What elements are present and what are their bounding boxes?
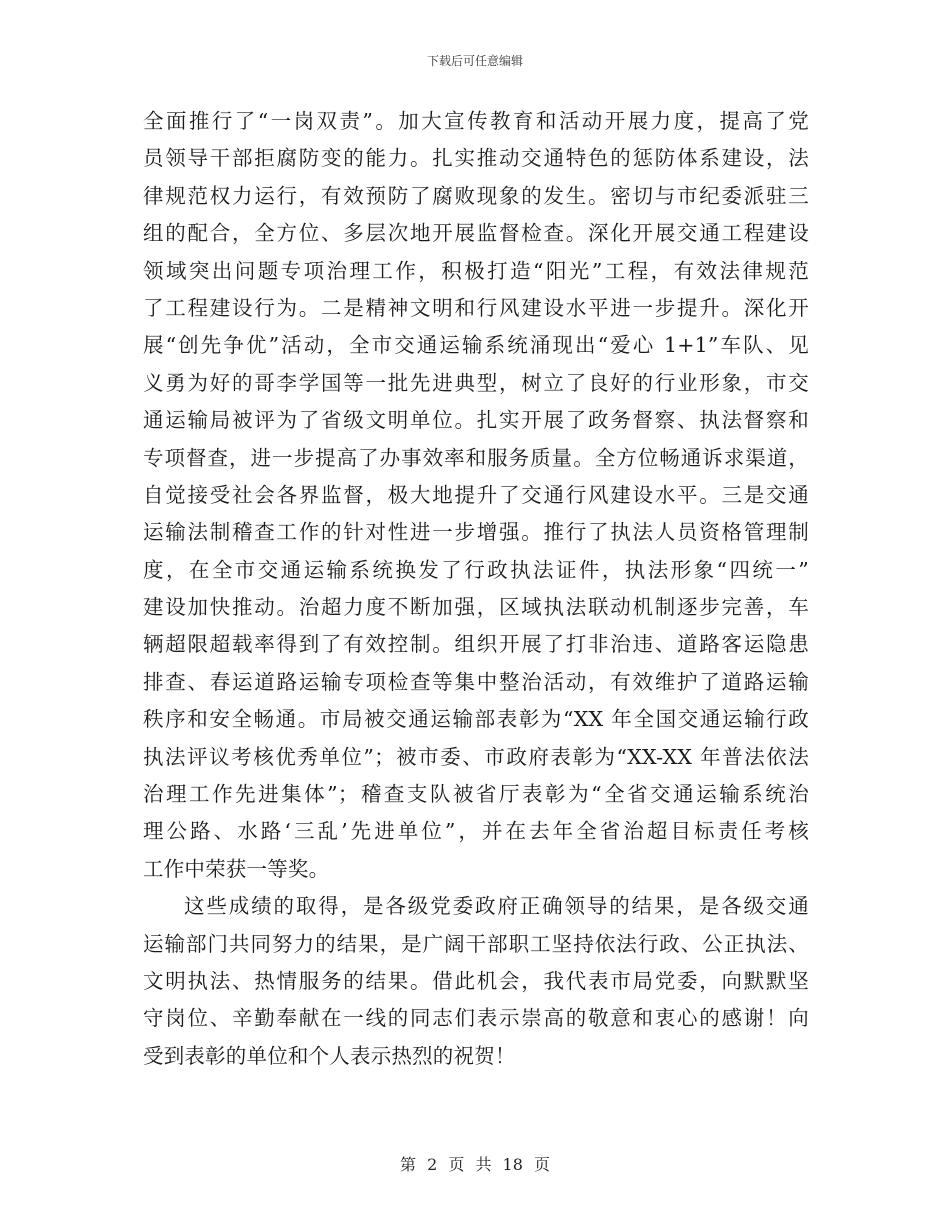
text-line: 理公路、水路‘三乱’先进单位”，并在去年全省治超目标责任考核 xyxy=(143,819,809,844)
text-line: 员领导干部拒腐防变的能力。扎实推动交通特色的惩防体系建设，法 xyxy=(143,146,809,171)
text-line: 通运输局被评为了省级文明单位。扎实开展了政务督察、执法督察和 xyxy=(143,408,809,433)
text-line: 秩序和安全畅通。市局被交通运输部表彰为“XX 年全国交通运输行政 xyxy=(143,707,809,732)
text-line: 自觉接受社会各界监督，极大地提升了交通行风建设水平。三是交通 xyxy=(143,482,809,507)
text-line: 排查、春运道路运输专项检查等集中整治活动，有效维护了道路运输 xyxy=(143,669,809,694)
text-line: 辆超限超载率得到了有效控制。组织开展了打非治违、道路客运隐患 xyxy=(143,632,809,657)
paragraph-1 xyxy=(143,103,809,888)
text-line: 工作中荣获一等奖。 xyxy=(143,856,330,881)
text-line: 守岗位、辛勤奉献在一线的同志们表示崇高的敬意和衷心的感谢！向 xyxy=(143,1006,809,1031)
text-line: 义勇为好的哥李学国等一批先进典型，树立了良好的行业形象，市交 xyxy=(143,370,809,395)
text-line: 受到表彰的单位和个人表示热烈的祝贺！ xyxy=(143,1043,516,1068)
text-line: 领域突出问题专项治理工作，积极打造“阳光”工程，有效法律规范 xyxy=(143,258,809,283)
text-line: 全面推行了“一岗双责”。加大宣传教育和活动开展力度，提高了党 xyxy=(143,109,809,133)
document-body xyxy=(143,103,809,1075)
paragraph-2 xyxy=(143,888,809,1075)
text-line: 运输部门共同努力的结果，是广阔干部职工坚持依法行政、公正执法、 xyxy=(143,931,809,956)
text-line: 度，在全市交通运输系统换发了行政执法证件，执法形象“四统一” xyxy=(143,557,809,582)
text-line: 组的配合，全方位、多层次地开展监督检查。深化开展交通工程建设 xyxy=(143,221,809,246)
text-line: 了工程建设行为。二是精神文明和行风建设水平进一步提升。深化开 xyxy=(143,295,809,320)
page-header: 下载后可任意编辑 xyxy=(426,54,523,68)
text-line: 这些成绩的取得，是各级党委政府正确领导的结果，是各级交通 xyxy=(184,894,809,919)
text-line: 治理工作先进集体”；稽查支队被省厅表彰为“全省交通运输系统治 xyxy=(143,782,809,807)
text-line: 专项督查，进一步提高了办事效率和服务质量。全方位畅通诉求渠道， xyxy=(143,445,809,470)
text-line: 执法评议考核优秀单位”；被市委、市政府表彰为“XX-XX 年普法依法 xyxy=(143,744,809,769)
page-number-footer: 第 2 页 共 18 页 xyxy=(400,1155,550,1174)
text-line: 建设加快推动。治超力度不断加强，区域执法联动机制逐步完善，车 xyxy=(143,595,809,620)
text-line: 展“创先争优”活动，全市交通运输系统涌现出“爱心 1+1”车队、见 xyxy=(143,333,809,358)
text-line: 律规范权力运行，有效预防了腐败现象的发生。密切与市纪委派驻三 xyxy=(143,183,809,208)
text-line: 运输法制稽查工作的针对性进一步增强。推行了执法人员资格管理制 xyxy=(143,520,809,545)
text-line: 文明执法、热情服务的结果。借此机会，我代表市局党委，向默默坚 xyxy=(143,968,809,993)
